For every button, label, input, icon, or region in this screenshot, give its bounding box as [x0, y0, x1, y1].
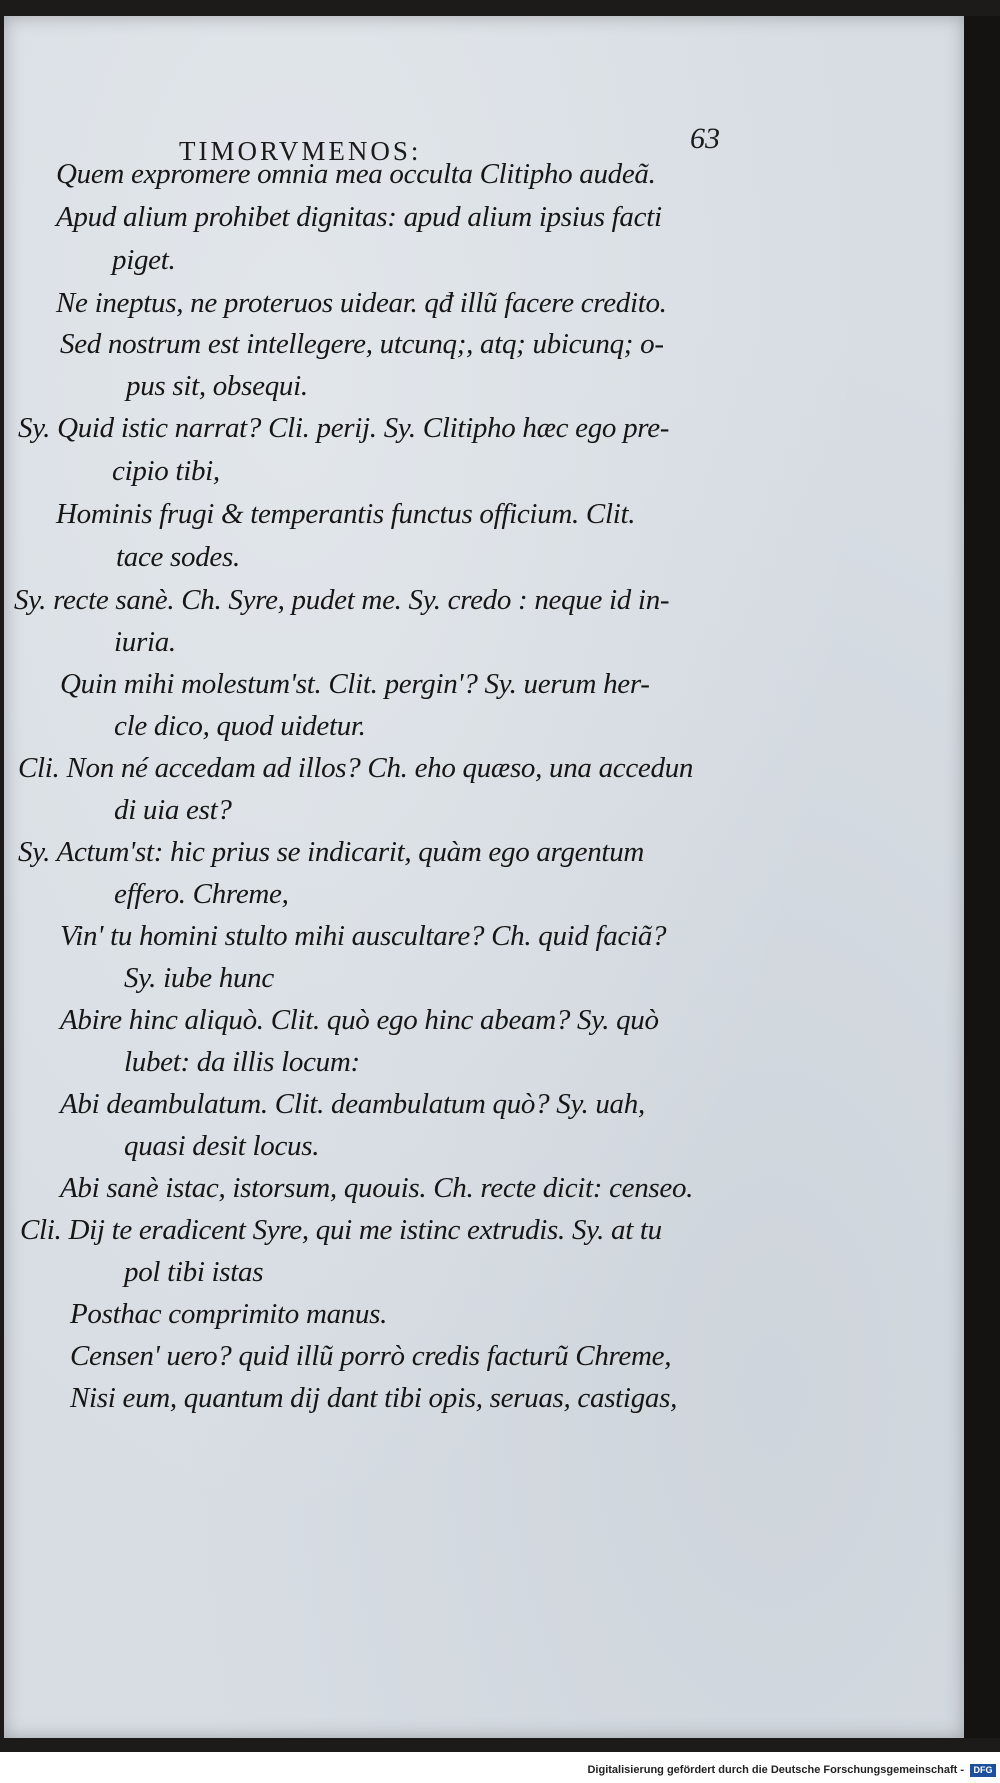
page-edge-shadow	[964, 16, 1000, 1738]
text-line: iuria.	[114, 626, 176, 658]
text-line: Cli. Dij te eradicent Syre, qui me istinc extrudis. Sy. at tu	[20, 1214, 662, 1246]
text-line: Censen' uero? quid illũ porrò credis facturũ Chreme,	[70, 1340, 672, 1372]
text-line: Apud alium prohibet dignitas: apud alium ipsius facti	[56, 201, 662, 233]
text-line: Nisi eum, quantum dij dant tibi opis, seruas, castigas,	[70, 1382, 678, 1414]
text-line: effero. Chreme,	[114, 878, 289, 910]
text-line: Abi deambulatum. Clit. deambulatum quò? Sy. uah,	[60, 1088, 645, 1120]
text-line: pus sit, obsequi.	[126, 370, 308, 402]
text-line: Abire hinc aliquò. Clit. quò ego hinc abeam? Sy. quò	[60, 1004, 659, 1036]
text-line: Sed nostrum est intellegere, utcunq;, atq; ubicunq; o-	[60, 328, 664, 360]
book-page	[4, 16, 964, 1738]
dfg-logo-icon: DFG	[970, 1764, 996, 1777]
text-line: Sy. Actum'st: hic prius se indicarit, quàm ego argentum	[18, 836, 645, 868]
text-line: Sy. iube hunc	[124, 962, 274, 994]
running-head: TIMORVMENOS:	[179, 136, 422, 166]
text-line: Sy. Quid istic narrat? Cli. perij. Sy. Clitipho hæc ego pre-	[18, 412, 670, 444]
text-line: Quem expromere omnia mea occulta Clitipho audeã.	[56, 158, 656, 190]
text-line: piget.	[112, 244, 176, 276]
text-line: Quin mihi molestum'st. Clit. pergin'? Sy. uerum her-	[60, 668, 650, 700]
page-number: 63	[690, 122, 720, 155]
text-line: Ne ineptus, ne proteruos uidear. qđ illũ facere credito.	[56, 287, 667, 319]
text-line: cle dico, quod uidetur.	[114, 710, 366, 742]
text-line: tace sodes.	[116, 541, 240, 573]
text-line: pol tibi istas	[124, 1256, 264, 1288]
text-line: Vin' tu homini stulto mihi auscultare? Ch. quid faciã?	[60, 920, 667, 952]
text-line: lubet: da illis locum:	[124, 1046, 360, 1078]
funding-note: Digitalisierung gefördert durch die Deutsche Forschungsgemeinschaft -	[587, 1764, 964, 1776]
text-line: Hominis frugi & temperantis functus officium. Clit.	[56, 498, 636, 530]
text-line: Abi sanè istac, istorsum, quouis. Ch. recte dicit: censeo.	[60, 1172, 694, 1204]
text-line: Posthac comprimito manus.	[70, 1298, 388, 1330]
text-line: Sy. recte sanè. Ch. Syre, pudet me. Sy. credo : neque id in-	[14, 584, 670, 616]
text-line: quasi desit locus.	[124, 1130, 320, 1162]
text-line: cipio tibi,	[112, 455, 220, 487]
text-line: di uia est?	[114, 794, 232, 826]
text-line: Cli. Non né accedam ad illos? Ch. eho quæso, una accedun	[18, 752, 694, 784]
